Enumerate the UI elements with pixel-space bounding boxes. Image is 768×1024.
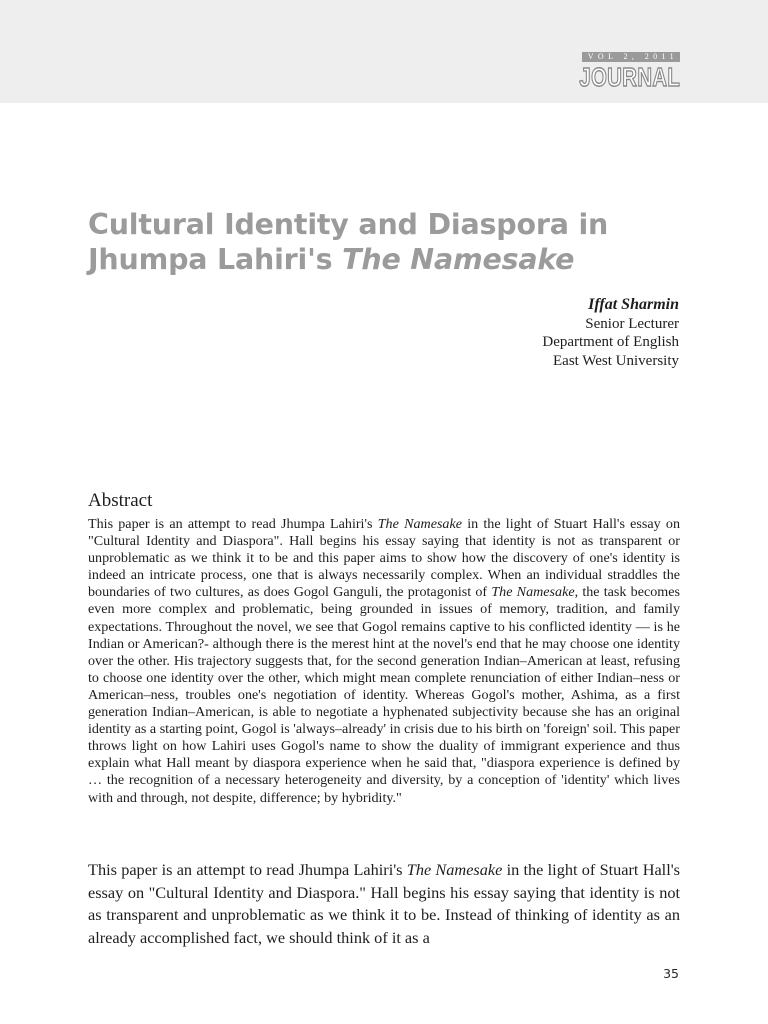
journal-logo	[551, 46, 680, 92]
page-number: 35	[663, 966, 679, 981]
abstract-book-title: The Namesake	[377, 516, 462, 532]
journal-wordmark: JOURNAL	[579, 62, 680, 92]
author-university: East West University	[553, 352, 679, 369]
abstract-text	[88, 516, 680, 807]
abstract-text-part: , the task becomes even more complex and problematic, being grounded in issues of memory, tradition, and family expectations. Throughout the novel, we see that Gogol remains captive to his conflicted identity — is he Indian or American?- although there is the merest hint at the novel's end that he may choose one identity over the other. His trajectory suggests that, for the second generation Indian–American at least, refusing to choose one identity over the other, which might mean complete renunciation of either Indian–ness or American–ness, troubles one's negotiation of identity. Whereas Gogol's mother, Ashima, as a first generation Indian–American, is able to negotiate a hyphenated subjectivity because she has an original identity as a starting point, Gogol is 'always–already' in crisis due to his birth on 'foreign' soil. This paper throws light on how Lahiri uses Gogol's name to show the duality of immigrant experience and thus explain what Hall meant by diaspora experience when he said that, "diaspora experience is defined by … the recognition of a necessary heterogeneity and diversity, by a conception of 'identity' which lives with and through, not despite, difference; by hybridity."	[88, 584, 680, 806]
author-position: Senior Lecturer	[585, 315, 679, 332]
title-line-1: Cultural Identity and Diaspora in	[88, 208, 609, 241]
title-line-2-prefix: Jhumpa Lahiri's	[88, 243, 343, 276]
author-department: Department of English	[542, 334, 679, 350]
body-paragraph	[88, 859, 680, 949]
header-band	[0, 0, 768, 103]
abstract-text-part: in the light of Stuart Hall's essay on "Cultural Identity and Diaspora". Hall begins his essay saying that identity is not as transparent or unproblematic as we think it to be and this paper aims to show how the discovery of one's identity is indeed an intricate process, one that is always necessarily complex. When an individual straddles the boundaries of two cultures, as does Gogol Ganguli, the protagonist of	[88, 516, 680, 601]
abstract-book-title: The Namesake	[491, 584, 575, 601]
abstract-text-part: This paper is an attempt to read Jhumpa Lahiri's	[88, 516, 378, 532]
title-line-2-italic: The Namesake	[342, 243, 575, 276]
abstract-heading: Abstract	[88, 490, 153, 511]
author-name: Iffat Sharmin	[588, 296, 679, 313]
author-block	[542, 296, 679, 370]
body-text-part: This paper is an attempt to read Jhumpa Lahiri's	[88, 860, 407, 879]
article-title	[88, 207, 688, 277]
body-text-part: in the light of Stuart Hall's essay on "Cultural Identity and Diaspora." Hall begins his essay saying that identity is not as transparent and unproblematic as we think it to be. Instead of thinking of identity as an already accomplished fact, we should think of it as a	[88, 860, 681, 947]
volume-label: VOL 2, 2011	[582, 52, 680, 62]
body-book-title: The Namesake	[406, 860, 503, 879]
